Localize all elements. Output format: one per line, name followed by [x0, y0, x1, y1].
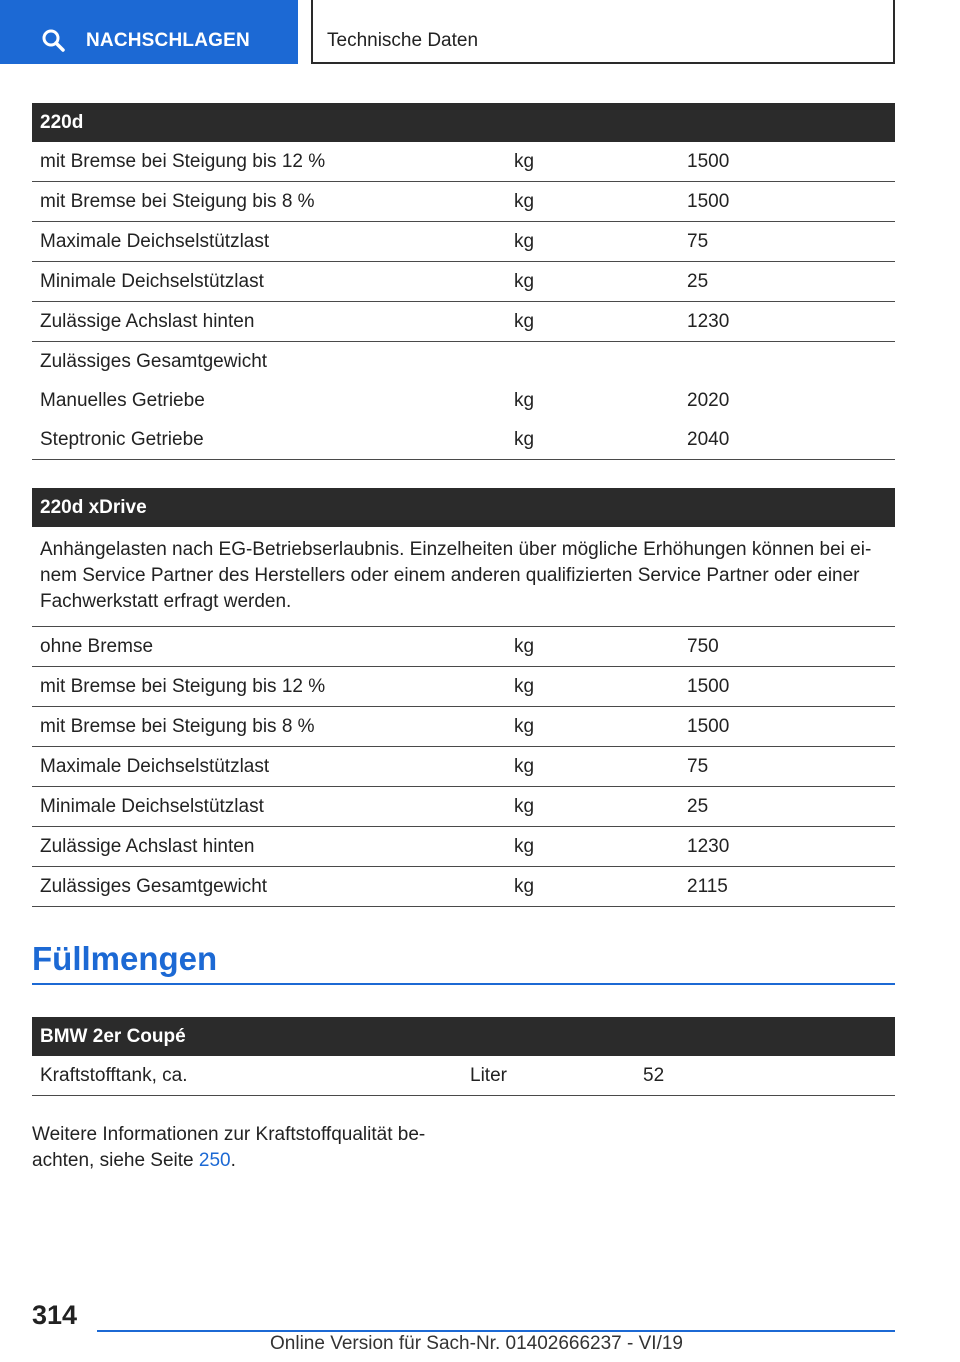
table-row: [32, 747, 895, 787]
nachschlagen-tab[interactable]: [0, 0, 298, 64]
row-value: 1230: [687, 311, 730, 332]
nachschlagen-label: NACHSCHLAGEN: [86, 30, 250, 51]
table-row: [32, 302, 895, 342]
table-row: [32, 627, 895, 667]
row-label: Zulässige Achslast hinten: [40, 836, 255, 857]
row-unit: kg: [514, 876, 535, 897]
table-row: [32, 420, 895, 460]
table-row: [32, 707, 895, 747]
table-title: 220d xDrive: [32, 488, 895, 527]
row-label: mit Bremse bei Steigung bis 12 %: [40, 676, 326, 697]
row-unit: kg: [514, 429, 535, 450]
row-label: Kraftstofftank, ca.: [40, 1065, 188, 1086]
row-unit: kg: [514, 836, 535, 857]
page-number: 314: [32, 1300, 78, 1330]
row-label: Minimale Deichselstützlast: [40, 796, 264, 817]
row-label: mit Bremse bei Steigung bis 12 %: [40, 151, 326, 172]
row-unit: kg: [514, 231, 535, 252]
table-fuel: [32, 1017, 895, 1096]
table-row: [32, 867, 895, 907]
row-unit: kg: [514, 796, 535, 817]
row-value: 750: [687, 636, 719, 657]
row-unit: kg: [514, 271, 535, 292]
online-version-text: Online Version für Sach-Nr. 01402666237 - VI/19: [270, 1333, 683, 1354]
table-row: [32, 827, 895, 867]
row-label: Manuelles Getriebe: [40, 390, 205, 411]
table-note: Anhängelasten nach EG-Betriebserlaubnis. Einzelheiten über mögliche Erhöhungen können bei ei-nem Service Partner des Herstellers oder einem anderen qualifizierten Service Partner oder einer Fachwerkstatt erfragt werden.: [32, 527, 895, 627]
search-icon: [41, 28, 65, 52]
row-unit: kg: [514, 311, 535, 332]
row-unit: kg: [514, 756, 535, 777]
row-label: Maximale Deichselstützlast: [40, 231, 270, 252]
section-header: [311, 0, 895, 64]
row-label: Steptronic Getriebe: [40, 429, 204, 450]
row-value: 2020: [687, 390, 730, 411]
row-label: mit Bremse bei Steigung bis 8 %: [40, 716, 315, 737]
row-label: Zulässige Achslast hinten: [40, 311, 255, 332]
heading-divider: [32, 983, 895, 985]
section-title: Technische Daten: [327, 30, 479, 51]
row-label: mit Bremse bei Steigung bis 8 %: [40, 191, 315, 212]
table-row: [32, 182, 895, 222]
row-value: 52: [643, 1065, 665, 1086]
table-row: [32, 1056, 895, 1096]
row-label: ohne Bremse: [40, 636, 154, 657]
table-row: [32, 787, 895, 827]
footer-divider: [97, 1330, 895, 1332]
row-unit: kg: [514, 636, 535, 657]
table-220d: [32, 103, 895, 460]
row-label: Zulässiges Gesamtgewicht: [40, 876, 268, 897]
row-unit: kg: [514, 676, 535, 697]
row-unit: kg: [514, 390, 535, 411]
row-unit: kg: [514, 151, 535, 172]
table-row: [32, 381, 895, 420]
table-row: [32, 262, 895, 302]
row-value: 1500: [687, 716, 730, 737]
paragraph-end: .: [230, 1150, 236, 1171]
section-heading: Füllmengen: [32, 940, 218, 977]
row-value: 2115: [687, 876, 728, 897]
table-title: BMW 2er Coupé: [32, 1017, 895, 1056]
row-label: Zulässiges Gesamtgewicht: [40, 351, 268, 372]
table-row: [32, 142, 895, 182]
page-link[interactable]: 250: [198, 1150, 231, 1171]
row-unit: Liter: [470, 1065, 507, 1086]
row-value: 1500: [687, 191, 730, 212]
row-value: 75: [687, 756, 709, 777]
row-value: 1500: [687, 676, 730, 697]
row-value: 25: [687, 796, 709, 817]
table-title: 220d: [32, 103, 895, 142]
table-220d-xdrive: [32, 488, 895, 907]
row-value: 1500: [687, 151, 730, 172]
row-value: 1230: [687, 836, 730, 857]
paragraph-text: Weitere Informationen zur Kraftstoffqualität be-achten, siehe Seite: [32, 1124, 426, 1171]
row-value: 2040: [687, 429, 730, 450]
row-label: Minimale Deichselstützlast: [40, 271, 264, 292]
info-paragraph: [32, 1122, 452, 1174]
row-unit: kg: [514, 716, 535, 737]
table-row: [32, 222, 895, 262]
row-unit: kg: [514, 191, 535, 212]
row-label: Maximale Deichselstützlast: [40, 756, 270, 777]
row-value: 75: [687, 231, 709, 252]
row-value: 25: [687, 271, 709, 292]
table-row: [32, 342, 895, 381]
table-row: [32, 667, 895, 707]
